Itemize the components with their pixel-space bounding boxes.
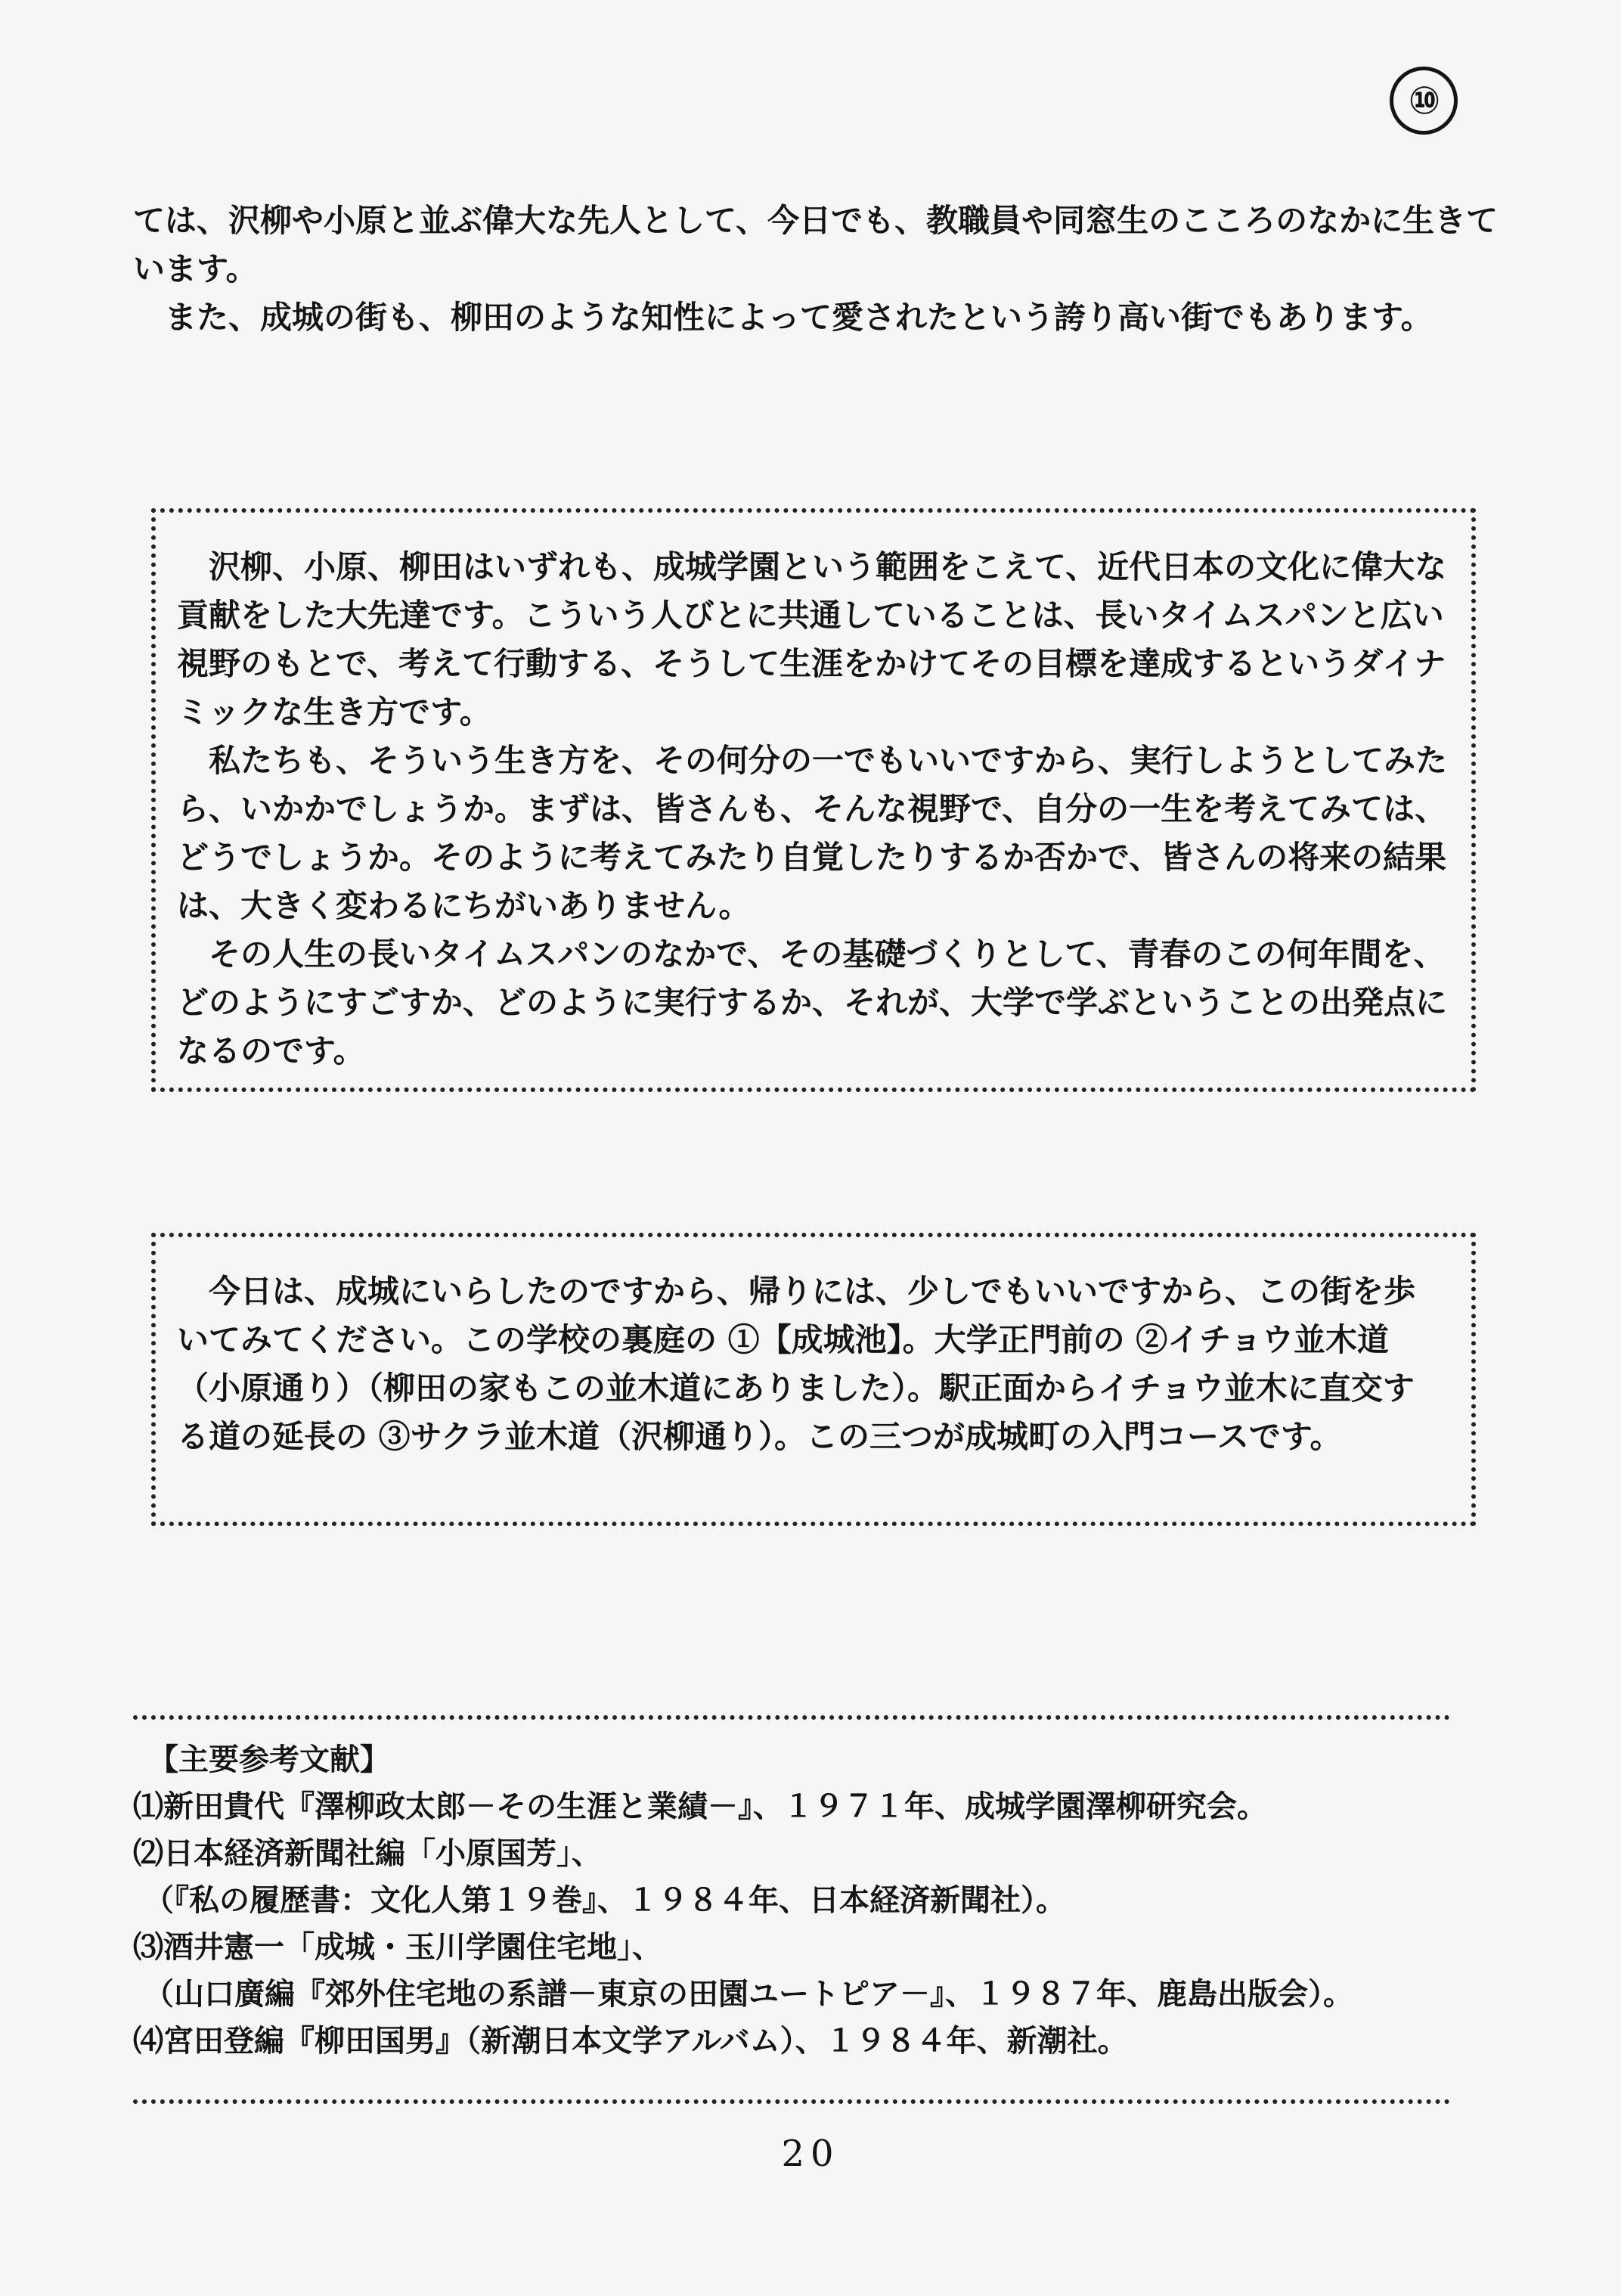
intro-text — [133, 197, 1517, 342]
message-paragraph-2: 私たちも、そういう生き方を、その何分の一でもいいですから、実行しようとしてみたら、いかかでしょうか。まずは、皆さんも、そんな視野で、自分の一生を考えてみては、どうでしょうか。そのように考えてみたり自覚したりするか否かで、皆さんの将来の結果は、大きく変わるにちがいありません。 — [177, 742, 1448, 924]
page-number: 20 — [781, 2133, 840, 2175]
reference-line: ⑷宮田登編『柳田国男』（新潮日本文学アルバム）、１９８４年、新潮社。 — [133, 2023, 1128, 2059]
reference-item — [133, 1783, 1509, 1830]
walking-course-paragraph: 今日は、成城にいらしたのですから、帰りには、少しでもいいですから、この街を歩いてみてください。この学校の裏庭の ①【成城池】。大学正門前の ②イチョウ並木道（小原通り）（柳田の家もこの並木道にありました）。駅正面からイチョウ並木に直交する道の延長の ③サクラ並木道（沢柳通り）。この三つが成城町の入門コースです。 — [177, 1273, 1416, 1455]
references-section — [133, 1736, 1509, 2065]
section-number-badge: ⑩ — [1390, 67, 1458, 135]
intro-paragraph-2: また、成城の街も、柳田のような知性によって愛されたという誇り高い街でもあります。 — [165, 299, 1433, 336]
references-top-divider — [133, 1715, 1450, 1720]
message-paragraph-1: 沢柳、小原、柳田はいずれも、成城学園という範囲をこえて、近代日本の文化に偉大な貢献をした大先達です。こういう人びとに共通していることは、長いタイムスパンと広い視野のもとで、考えて行動する、そうして生涯をかけてその目標を達成するというダイナミックな生き方です。 — [177, 548, 1447, 731]
reference-line: ⑶酒井憲一「成城・玉川学園住宅地」、 — [133, 1929, 662, 1965]
reference-item — [133, 1924, 1509, 2018]
reference-detail-line: （『私の履歴書：文化人第１９巻』、１９８４年、日本経済新聞社）。 — [144, 1882, 1066, 1918]
reference-item — [133, 1830, 1509, 1924]
message-paragraph-3: その人生の長いタイムスパンのなかで、その基礎づくりとして、青春のこの何年間を、どのようにすごすか、どのように実行するか、それが、大学で学ぶということの出発点になるのです。 — [177, 935, 1448, 1069]
references-heading: 【主要参考文献】 — [148, 1742, 390, 1777]
reference-line: ⑴新田貴代『澤柳政太郎－その生涯と業績－』、１９７１年、成城学園澤柳研究会。 — [133, 1789, 1267, 1824]
message-box — [151, 508, 1476, 1092]
intro-paragraph-1: ては、沢柳や小原と並ぶ偉大な先人として、今日でも、教職員や同窓生のこころのなかに生きています。 — [133, 202, 1499, 287]
reference-item — [133, 2018, 1509, 2065]
reference-line: ⑵日本経済新聞社編「小原国芳」、 — [133, 1835, 602, 1871]
references-bottom-divider — [133, 2099, 1450, 2104]
walking-course-box — [151, 1233, 1476, 1526]
reference-detail-line: （山口廣編『郊外住宅地の系譜－東京の田園ユートピア－』、１９８７年、鹿島出版会）。 — [144, 1976, 1353, 2012]
references-list — [133, 1783, 1509, 2065]
